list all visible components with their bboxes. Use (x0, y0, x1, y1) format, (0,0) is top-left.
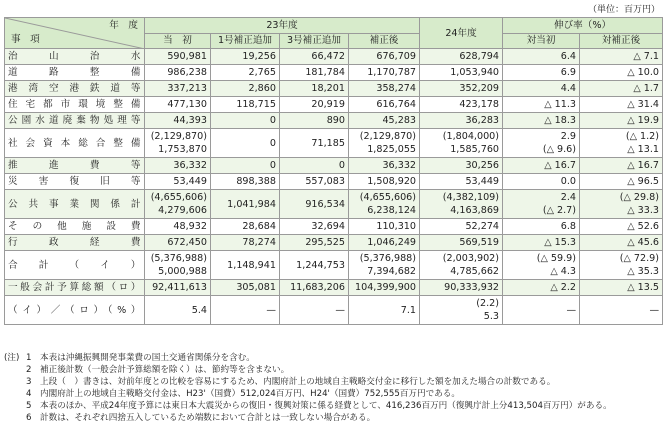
note-text: 上段（ ）書きは、対前年度との比較を容易にするため、内閣府計上の地域自主戦略交付金に移行した額を加えた場合の計数である。 (40, 377, 556, 387)
cell-value: 1,585,760 (450, 144, 500, 155)
cell-supp1: 1,148,941 (211, 251, 280, 280)
cell-value: (△ 1.2) (625, 131, 660, 142)
cell-vs-initial (503, 113, 580, 129)
cell-initial (145, 65, 211, 81)
cell-value: △ 2.2 (550, 282, 577, 293)
cell-vs-initial (503, 219, 580, 235)
cell-initial (145, 296, 211, 325)
cell-supp1: 78,274 (211, 235, 280, 251)
cell-vs-initial (503, 129, 580, 158)
cell-value: (4,655,606) (150, 192, 207, 203)
table-row (5, 49, 663, 65)
cell-supp3: 0 (280, 158, 349, 174)
note-text: 内閣府計上の地域自主戦略交付金は、H23'（国費）512,024百万円、H24'（国費）752,555百万円である。 (40, 389, 460, 399)
cell-value: △ 1.7 (633, 83, 660, 94)
cell-vs-initial (503, 97, 580, 113)
row-label: 住宅都市環境整備 (5, 97, 145, 113)
vs-initial-header: 対当初 (503, 33, 580, 49)
cell-vs-revised (580, 219, 663, 235)
cell-supp3: 18,201 (280, 81, 349, 97)
cell-value: 53,449 (465, 176, 500, 187)
cell-supp3: 295,525 (280, 235, 349, 251)
cell-value: 4,163,869 (450, 205, 500, 216)
cell-value: 5.4 (191, 304, 207, 316)
header-row-1 (5, 18, 663, 34)
growth-header: 伸び率（%） (503, 18, 663, 34)
table-row (5, 251, 663, 280)
cell-value: 358,274 (376, 83, 417, 94)
cell-supp1: 0 (211, 113, 280, 129)
note-text: 本表のほか、平成24年度予算には東日本大震災からの復旧・復興対策に係る経費として、416,236百万円（復興庁計上分413,504百万円）がある。 (40, 401, 612, 411)
cell-value: 0.0 (560, 176, 577, 187)
cell-initial (145, 113, 211, 129)
table-row (5, 113, 663, 129)
cell-value: (5,376,988) (359, 253, 417, 264)
cell-value: (△ 2.7) (542, 205, 577, 216)
cell-value: (△ 72.9) (619, 253, 660, 264)
cell-value: 672,450 (167, 237, 207, 248)
initial-header: 当 初 (145, 33, 211, 49)
cell-fy24 (420, 158, 503, 174)
cell-revised (349, 158, 420, 174)
cell-value: (5,376,988) (150, 253, 207, 264)
cell-value: 1,053,940 (450, 67, 500, 78)
cell-vs-initial (503, 65, 580, 81)
table-row (5, 129, 663, 158)
cell-supp1: 0 (211, 158, 280, 174)
cell-value: 616,764 (376, 99, 417, 110)
cell-value: (2,003,902) (442, 253, 500, 264)
unit-label: （単位：百万円） (587, 5, 660, 15)
row-label: 推進費等 (5, 158, 145, 174)
cell-value: 628,794 (459, 51, 500, 62)
cell-fy24 (420, 219, 503, 235)
cell-value: 7,394,682 (367, 266, 417, 277)
cell-supp1: 898,388 (211, 174, 280, 190)
cell-revised (349, 174, 420, 190)
cell-value: 36,332 (382, 160, 417, 171)
cell-value: 5.3 (483, 311, 500, 322)
note-number: 6 (26, 413, 32, 423)
cell-revised (349, 280, 420, 296)
cell-value: 90,333,932 (444, 282, 500, 293)
corner-year-label: 年 度 (109, 20, 138, 31)
cell-initial (145, 158, 211, 174)
cell-fy24 (420, 113, 503, 129)
cell-supp1: 305,081 (211, 280, 280, 296)
cell-vs-initial (503, 280, 580, 296)
cell-value: 44,393 (173, 115, 207, 126)
row-label: 合計（イ） (5, 251, 145, 280)
cell-value: 45,283 (382, 115, 417, 126)
note-item (4, 412, 664, 424)
cell-vs-revised (580, 174, 663, 190)
cell-fy24 (420, 190, 503, 219)
note-lead (4, 388, 26, 400)
cell-supp3: 181,784 (280, 65, 349, 81)
cell-value: 110,310 (376, 221, 417, 232)
note-lead (4, 412, 26, 424)
note-number: 4 (26, 389, 32, 399)
cell-value: △ 13.5 (627, 282, 660, 293)
cell-value: △ 33.3 (627, 205, 660, 216)
cell-value: 36,332 (173, 160, 207, 171)
table-row (5, 280, 663, 296)
note-item (4, 352, 664, 364)
cell-revised (349, 296, 420, 325)
cell-value: (2,129,870) (150, 131, 207, 142)
corner-item-label: 事 項 (11, 34, 40, 45)
cell-vs-revised (580, 158, 663, 174)
cell-value: — (566, 304, 577, 316)
cell-supp3: 32,694 (280, 219, 349, 235)
row-label: 公園水道廃棄物処理等 (5, 113, 145, 129)
cell-value: (2,129,870) (359, 131, 417, 142)
table-row (5, 219, 663, 235)
supp1-header: 1号補正追加 (211, 33, 280, 49)
cell-supp3: 890 (280, 113, 349, 129)
cell-value: 676,709 (376, 51, 417, 62)
cell-value: 7.1 (400, 304, 417, 316)
row-label: その他施設費 (5, 219, 145, 235)
cell-vs-revised (580, 65, 663, 81)
cell-value: 4.4 (560, 83, 577, 94)
row-label: 一般会計予算総額（ロ） (5, 280, 145, 296)
cell-value: △ 13.1 (627, 144, 660, 155)
cell-value: 423,178 (459, 99, 500, 110)
note-item (4, 388, 664, 400)
cell-fy24 (420, 49, 503, 65)
cell-value: 1,046,249 (367, 237, 417, 248)
cell-value: △ 96.5 (627, 176, 660, 187)
budget-table (4, 17, 663, 325)
cell-value: 352,209 (459, 83, 500, 94)
note-lead: (注) (4, 353, 20, 363)
cell-value: 6,238,124 (367, 205, 417, 216)
cell-supp1: 19,256 (211, 49, 280, 65)
cell-vs-initial (503, 81, 580, 97)
cell-initial (145, 49, 211, 65)
cell-value: △ 4.3 (550, 266, 577, 277)
cell-value: △ 35.3 (627, 266, 660, 277)
note-lead (4, 376, 26, 388)
cell-supp1: 0 (211, 129, 280, 158)
cell-fy24 (420, 65, 503, 81)
cell-vs-revised (580, 113, 663, 129)
table-row (5, 190, 663, 219)
cell-value: △ 16.7 (544, 160, 577, 171)
cell-value: (△ 9.6) (542, 144, 577, 155)
supp3-header: 3号補正追加 (280, 33, 349, 49)
cell-supp3: 557,083 (280, 174, 349, 190)
notes (4, 352, 664, 424)
cell-value: △ 18.3 (544, 115, 577, 126)
cell-value: 569,519 (459, 237, 500, 248)
cell-vs-initial (503, 296, 580, 325)
table-row (5, 97, 663, 113)
cell-value: △ 52.6 (627, 221, 660, 232)
fy23-header: 23年度 (145, 18, 420, 34)
cell-value: 52,274 (465, 221, 500, 232)
note-item (4, 376, 664, 388)
cell-initial (145, 97, 211, 113)
table-row (5, 81, 663, 97)
row-label: 公共事業関係計 (5, 190, 145, 219)
cell-value: (△ 29.8) (619, 192, 660, 203)
row-label: 港湾空港鉄道等 (5, 81, 145, 97)
cell-fy24 (420, 235, 503, 251)
cell-value: 104,399,900 (354, 282, 417, 293)
cell-value: 92,411,613 (152, 282, 207, 293)
row-label: 治山治水 (5, 49, 145, 65)
cell-value: 6.9 (560, 67, 577, 78)
cell-revised (349, 235, 420, 251)
cell-vs-initial (503, 235, 580, 251)
table-row (5, 235, 663, 251)
cell-revised (349, 65, 420, 81)
cell-value: (4,382,109) (442, 192, 500, 203)
table-row (5, 296, 663, 325)
cell-value: 30,256 (465, 160, 500, 171)
cell-value: 986,238 (167, 67, 207, 78)
note-number: 5 (26, 401, 32, 411)
row-label: 社会資本総合整備 (5, 129, 145, 158)
cell-vs-initial (503, 49, 580, 65)
revised-header: 補正後 (349, 33, 420, 49)
note-item (4, 400, 664, 412)
cell-vs-revised (580, 129, 663, 158)
cell-revised (349, 251, 420, 280)
cell-value: △ 19.9 (627, 115, 660, 126)
cell-fy24 (420, 251, 503, 280)
cell-vs-revised (580, 97, 663, 113)
cell-initial (145, 280, 211, 296)
cell-initial (145, 235, 211, 251)
note-lead (4, 364, 26, 376)
cell-vs-revised (580, 190, 663, 219)
cell-value: (1,804,000) (442, 131, 500, 142)
cell-supp3: 20,919 (280, 97, 349, 113)
cell-value: △ 7.1 (633, 51, 660, 62)
cell-vs-revised (580, 280, 663, 296)
cell-vs-revised (580, 81, 663, 97)
cell-value: 477,130 (167, 99, 207, 110)
cell-supp3: 916,534 (280, 190, 349, 219)
cell-vs-initial (503, 251, 580, 280)
cell-revised (349, 190, 420, 219)
cell-supp1: 28,684 (211, 219, 280, 235)
cell-vs-initial (503, 174, 580, 190)
cell-value: △ 45.6 (627, 237, 660, 248)
cell-value: 48,932 (173, 221, 207, 232)
cell-value: (4,655,606) (359, 192, 417, 203)
cell-value: 1,170,787 (367, 67, 417, 78)
note-number: 3 (26, 377, 32, 387)
cell-fy24 (420, 296, 503, 325)
cell-supp3: — (280, 296, 349, 325)
cell-vs-revised (580, 235, 663, 251)
cell-initial (145, 81, 211, 97)
row-label: 行政経費 (5, 235, 145, 251)
cell-supp1: 118,715 (211, 97, 280, 113)
table-row (5, 158, 663, 174)
cell-initial (145, 219, 211, 235)
cell-value: △ 31.4 (627, 99, 660, 110)
cell-value: △ 16.7 (627, 160, 660, 171)
cell-fy24 (420, 97, 503, 113)
cell-supp3: 1,244,753 (280, 251, 349, 280)
note-number: 1 (26, 353, 32, 363)
vs-revised-header: 対補正後 (580, 33, 663, 49)
cell-supp3: 71,185 (280, 129, 349, 158)
cell-value: — (649, 304, 660, 316)
cell-value: 4,279,606 (158, 205, 207, 216)
cell-value: 2.9 (560, 131, 577, 142)
table-row (5, 65, 663, 81)
row-label: （イ）／（ロ）（%） (5, 296, 145, 325)
cell-vs-initial (503, 190, 580, 219)
row-label: 災害復旧等 (5, 174, 145, 190)
cell-revised (349, 113, 420, 129)
cell-initial (145, 251, 211, 280)
cell-supp1: 2,860 (211, 81, 280, 97)
note-number: 2 (26, 365, 32, 375)
cell-value: 6.8 (560, 221, 577, 232)
corner-cell (5, 18, 145, 49)
cell-supp1: — (211, 296, 280, 325)
cell-revised (349, 219, 420, 235)
cell-initial (145, 129, 211, 158)
cell-revised (349, 49, 420, 65)
cell-revised (349, 97, 420, 113)
cell-value: 36,283 (465, 115, 500, 126)
note-text: 補正後計数（一般会計予算総額を除く）は、節約等を含まない。 (40, 365, 290, 375)
cell-revised (349, 81, 420, 97)
cell-value: 5,000,988 (158, 266, 207, 277)
cell-vs-revised (580, 49, 663, 65)
cell-supp1: 2,765 (211, 65, 280, 81)
cell-fy24 (420, 174, 503, 190)
note-text: 計数は、それぞれ四捨五入しているため端数において合計とは一致しない場合がある。 (40, 413, 376, 423)
cell-value: 53,449 (173, 176, 207, 187)
cell-value: 6.4 (560, 51, 577, 62)
cell-value: 1,508,920 (367, 176, 417, 187)
cell-supp3: 11,683,206 (280, 280, 349, 296)
note-item (4, 364, 664, 376)
cell-value: 590,981 (167, 51, 207, 62)
cell-value: △ 15.3 (544, 237, 577, 248)
cell-supp3: 66,472 (280, 49, 349, 65)
note-text: 本表は沖縄振興開発事業費の国土交通省関係分を含む。 (40, 353, 255, 363)
cell-initial (145, 190, 211, 219)
cell-value: 1,753,870 (158, 144, 207, 155)
cell-vs-revised (580, 296, 663, 325)
cell-supp1: 1,041,984 (211, 190, 280, 219)
table-row (5, 174, 663, 190)
fy24-header: 24年度 (420, 18, 503, 49)
note-lead (4, 400, 26, 412)
row-label: 道路整備 (5, 65, 145, 81)
cell-value: (2.2) (476, 298, 500, 309)
cell-fy24 (420, 129, 503, 158)
cell-initial (145, 174, 211, 190)
cell-value: △ 10.0 (627, 67, 660, 78)
cell-value: 4,785,662 (450, 266, 500, 277)
cell-value: 2.4 (560, 192, 577, 203)
table-body (5, 49, 663, 325)
cell-fy24 (420, 81, 503, 97)
cell-value: (△ 59.9) (536, 253, 577, 264)
cell-value: 337,213 (167, 83, 207, 94)
cell-value: △ 11.3 (544, 99, 577, 110)
cell-value: 1,825,055 (367, 144, 417, 155)
cell-revised (349, 129, 420, 158)
cell-fy24 (420, 280, 503, 296)
cell-vs-revised (580, 251, 663, 280)
cell-vs-initial (503, 158, 580, 174)
